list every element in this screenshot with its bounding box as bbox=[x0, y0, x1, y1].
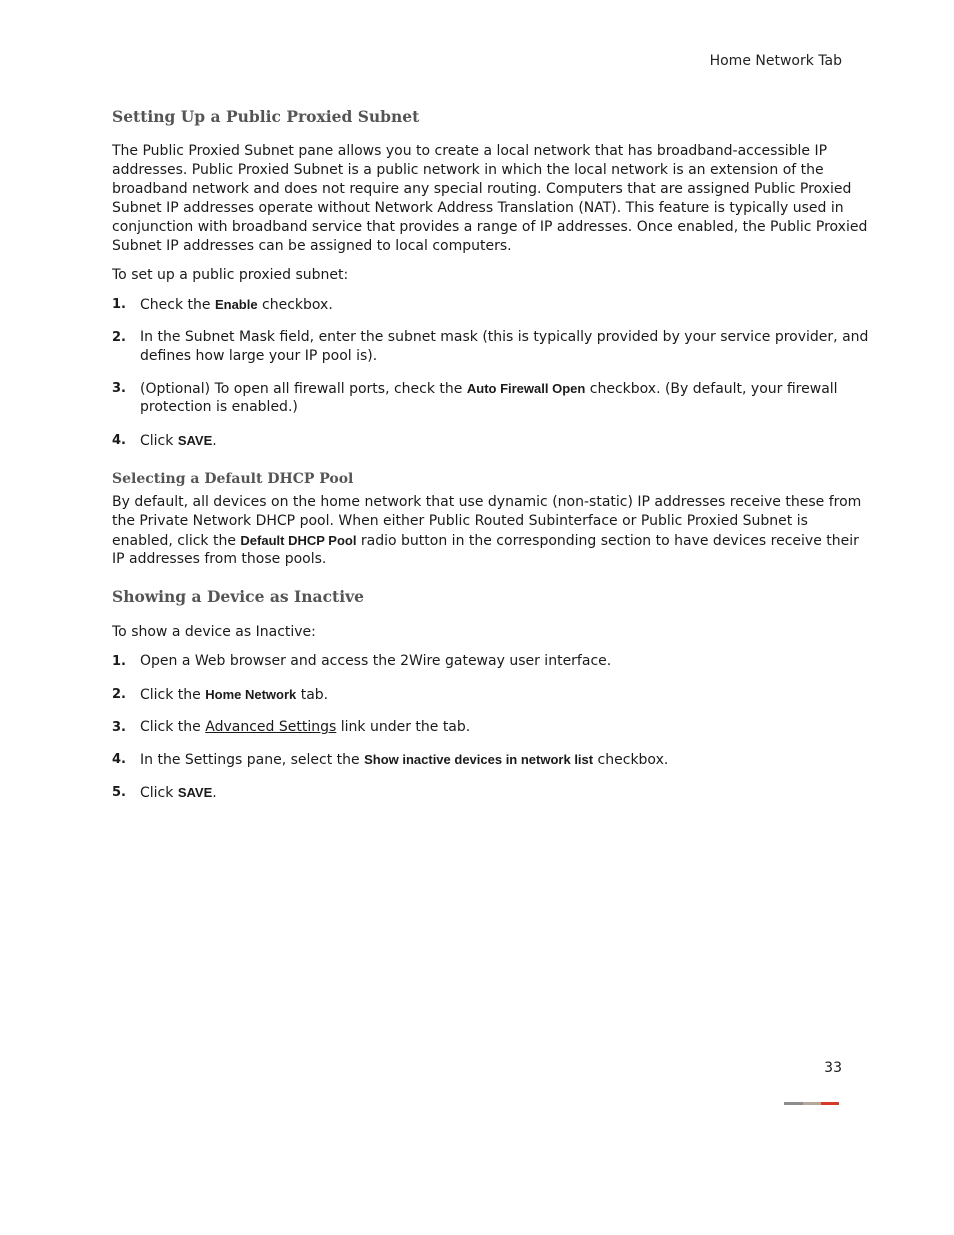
proxied-intro-line: addresses. Public Proxied Subnet is a public network in which the local network is an extension of the bbox=[112, 162, 824, 178]
step-number: 3. bbox=[112, 381, 126, 396]
step-text: In the Settings pane, select the Show inactive devices in network list checkbox. bbox=[140, 752, 669, 768]
step-number: 3. bbox=[112, 720, 126, 735]
page-number: 33 bbox=[824, 1060, 842, 1076]
advanced-settings-link[interactable]: Advanced Settings bbox=[205, 719, 337, 735]
step-number: 1. bbox=[112, 654, 126, 669]
step-text: (Optional) To open all firewall ports, check the Auto Firewall Open checkbox. (By default, your firewall protection is enabled.) bbox=[140, 381, 838, 415]
footer-accent-bar-tan bbox=[803, 1102, 821, 1105]
footer-accent-bar-gray bbox=[784, 1102, 803, 1105]
ui-label-home-network: Home Network bbox=[205, 687, 297, 702]
proxied-intro-line: broadband network and does not require any special routing. Computers that are assigned Public Proxied bbox=[112, 181, 852, 197]
section-heading-proxied-subnet: Setting Up a Public Proxied Subnet bbox=[112, 107, 420, 126]
ui-label-save: SAVE bbox=[177, 785, 213, 800]
proxied-intro-paragraph bbox=[112, 142, 868, 256]
footer-accent-bar-red bbox=[821, 1102, 839, 1105]
inactive-lead: To show a device as Inactive: bbox=[112, 624, 316, 640]
step-text: Click SAVE. bbox=[140, 785, 217, 801]
dhcp-paragraph: By default, all devices on the home network that use dynamic (non-static) IP addresses receive these from the Private Network DHCP pool. When either Public Routed Subinterface or Public Proxied Subnet is enabled, click the Default DHCP Pool radio button in the corresponding section to have devices receive their IP addresses from those pools. bbox=[112, 494, 862, 567]
ui-label-auto-firewall-open: Auto Firewall Open bbox=[466, 381, 586, 396]
step-text: Click SAVE. bbox=[140, 433, 217, 449]
step-number: 2. bbox=[112, 330, 126, 345]
step-text: Click the Home Network tab. bbox=[140, 687, 329, 703]
ui-label-enable: Enable bbox=[214, 297, 258, 312]
ui-label-show-inactive-devices: Show inactive devices in network list bbox=[364, 752, 594, 767]
step-number: 4. bbox=[112, 752, 126, 767]
section-heading-inactive-device: Showing a Device as Inactive bbox=[112, 587, 364, 606]
step-text: In the Subnet Mask field, enter the subnet mask (this is typically provided by your service provider, and defines how large your IP pool is). bbox=[140, 329, 869, 364]
ui-label-save: SAVE bbox=[177, 433, 213, 448]
proxied-intro-line: Subnet IP addresses can be assigned to local computers. bbox=[112, 238, 512, 254]
step-number: 5. bbox=[112, 785, 126, 800]
step-number: 4. bbox=[112, 433, 126, 448]
proxied-lead: To set up a public proxied subnet: bbox=[112, 267, 349, 283]
step-text: Check the Enable checkbox. bbox=[140, 297, 333, 313]
ui-label-default-dhcp-pool: Default DHCP Pool bbox=[240, 533, 357, 548]
subsection-heading-dhcp-pool: Selecting a Default DHCP Pool bbox=[112, 471, 354, 487]
proxied-intro-line: Subnet IP addresses operate without Network Address Translation (NAT). This feature is typically used in bbox=[112, 200, 844, 216]
running-header: Home Network Tab bbox=[709, 53, 842, 69]
proxied-intro-line: The Public Proxied Subnet pane allows you to create a local network that has broadband-accessible IP bbox=[112, 143, 828, 159]
step-number: 2. bbox=[112, 687, 126, 702]
step-text: Click the Advanced Settings link under the tab. bbox=[140, 719, 471, 735]
step-text: Open a Web browser and access the 2Wire gateway user interface. bbox=[140, 653, 612, 669]
proxied-intro-line: conjunction with broadband service that provides a range of IP addresses. Once enabled, the Public Proxied bbox=[112, 219, 868, 235]
step-number: 1. bbox=[112, 297, 126, 312]
